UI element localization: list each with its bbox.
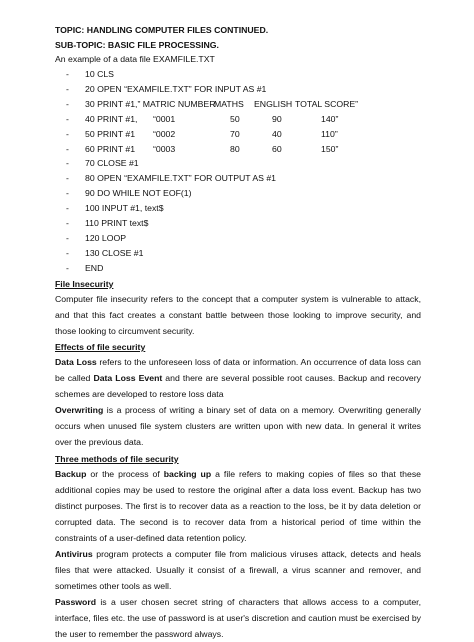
code-column-english: 90 xyxy=(272,114,282,124)
code-text: 80 OPEN “EXAMFILE.TXT” FOR OUTPUT AS #1 xyxy=(85,173,277,183)
code-text: END xyxy=(85,263,104,273)
code-column-total: 140” xyxy=(321,114,339,124)
code-column-maths: 80 xyxy=(230,144,240,154)
data-loss-paragraph xyxy=(55,354,421,402)
code-text: 50 PRINT #1 xyxy=(85,129,136,139)
list-dash: - xyxy=(66,173,69,183)
code-text: 100 INPUT #1, text$ xyxy=(85,203,164,213)
code-text: 130 CLOSE #1 xyxy=(85,248,144,258)
code-column-total: 110” xyxy=(321,129,338,139)
antivirus-paragraph xyxy=(55,546,421,594)
overwriting-paragraph xyxy=(55,402,421,450)
backup-text: or the process of xyxy=(86,469,164,479)
code-text: 90 DO WHILE NOT EOF(1) xyxy=(85,188,192,198)
list-dash: - xyxy=(66,129,69,139)
list-dash: - xyxy=(66,218,69,228)
code-text: 70 CLOSE #1 xyxy=(85,158,139,168)
password-term: Password xyxy=(55,597,97,607)
code-text: 10 CLS xyxy=(85,69,114,79)
methods-heading: Three methods of file security xyxy=(55,454,179,464)
list-dash: - xyxy=(66,99,69,109)
data-loss-event-term: Data Loss Event xyxy=(93,373,163,383)
code-text: 40 PRINT #1, xyxy=(85,114,138,124)
data-loss-text-continued: and there are several possible root causes. Backup and recovery schemes are developed to restore loss data xyxy=(55,373,421,399)
code-text: 110 PRINT text$ xyxy=(85,218,149,228)
code-text: 120 LOOP xyxy=(85,233,127,243)
antivirus-term: Antivirus xyxy=(55,549,93,559)
backup-paragraph xyxy=(55,466,421,546)
effects-heading: Effects of file security xyxy=(55,342,146,352)
overwriting-text: is a process of writing a binary set of data on a memory. Overwriting generally occurs when unused file system clusters are written upon with new data. In general it writes over the previous data. xyxy=(55,405,421,447)
data-loss-term: Data Loss xyxy=(55,357,97,367)
list-dash: - xyxy=(66,233,69,243)
overwriting-term: Overwriting xyxy=(55,405,104,415)
backup-text-continued: a file refers to making copies of files so that these additional copies may be used to restore the original after a data loss event. Backup has two distinct purposes. The first is to recover data as a reaction to the loss, be it by data deletion or corrupted data. The second is to recover data from a historical period of time within the constraints of a user-defined data retention policy. xyxy=(55,469,421,543)
code-text: 60 PRINT #1 xyxy=(85,144,136,154)
file-insecurity-heading: File Insecurity xyxy=(55,279,114,289)
code-column-english: 60 xyxy=(272,144,282,154)
antivirus-text: program protects a computer file from malicious viruses attack, detects and heals files that were attacked. Usually it consist of a firewall, a virus scanner and remover, and sometimes other tools as well. xyxy=(55,549,421,591)
code-text: 20 OPEN “EXAMFILE.TXT” FOR INPUT AS #1 xyxy=(85,84,267,94)
code-column-maths: MATHS xyxy=(214,99,244,109)
code-column-total: TOTAL SCORE” xyxy=(295,99,359,109)
code-text: 30 PRINT #1,” MATRIC NUMBER xyxy=(85,99,216,109)
password-paragraph xyxy=(55,594,421,642)
code-column-english: ENGLISH xyxy=(254,99,293,109)
code-column-matric: “0003 xyxy=(153,144,176,154)
list-dash: - xyxy=(66,84,69,94)
code-column-maths: 50 xyxy=(230,114,240,124)
password-text: is a user chosen secret string of characters that allows access to a computer, interface, files etc. the use of password is at user's discretion and caution must be exercised by the user to remember the password always. xyxy=(55,597,421,639)
list-dash: - xyxy=(66,144,69,154)
list-dash: - xyxy=(66,263,69,273)
code-column-english: 40 xyxy=(272,129,282,139)
code-column-matric: “0002 xyxy=(153,129,176,139)
list-dash: - xyxy=(66,203,69,213)
list-dash: - xyxy=(66,69,69,79)
code-column-matric: “0001 xyxy=(153,114,176,124)
list-dash: - xyxy=(66,158,69,168)
backing-up-term: backing up xyxy=(163,469,212,479)
list-dash: - xyxy=(66,114,69,124)
backup-term: Backup xyxy=(55,469,87,479)
data-loss-text: refers to the unforeseen loss of data or information. An occurrence of data loss can be called xyxy=(55,357,421,383)
topic-heading: TOPIC: HANDLING COMPUTER FILES CONTINUED. xyxy=(55,25,269,35)
code-column-total: 150” xyxy=(321,144,339,154)
list-dash: - xyxy=(66,248,69,258)
subtopic-heading: SUB-TOPIC: BASIC FILE PROCESSING. xyxy=(55,40,219,50)
code-column-maths: 70 xyxy=(230,129,240,139)
file-insecurity-paragraph: Computer file insecurity refers to the concept that a computer system is vulnerable to attack, and that this fact creates a constant battle between those looking to improve security, and those looking to circumvent security. xyxy=(55,294,421,336)
list-dash: - xyxy=(66,188,69,198)
intro-text: An example of a data file EXAMFILE.TXT xyxy=(55,54,215,64)
